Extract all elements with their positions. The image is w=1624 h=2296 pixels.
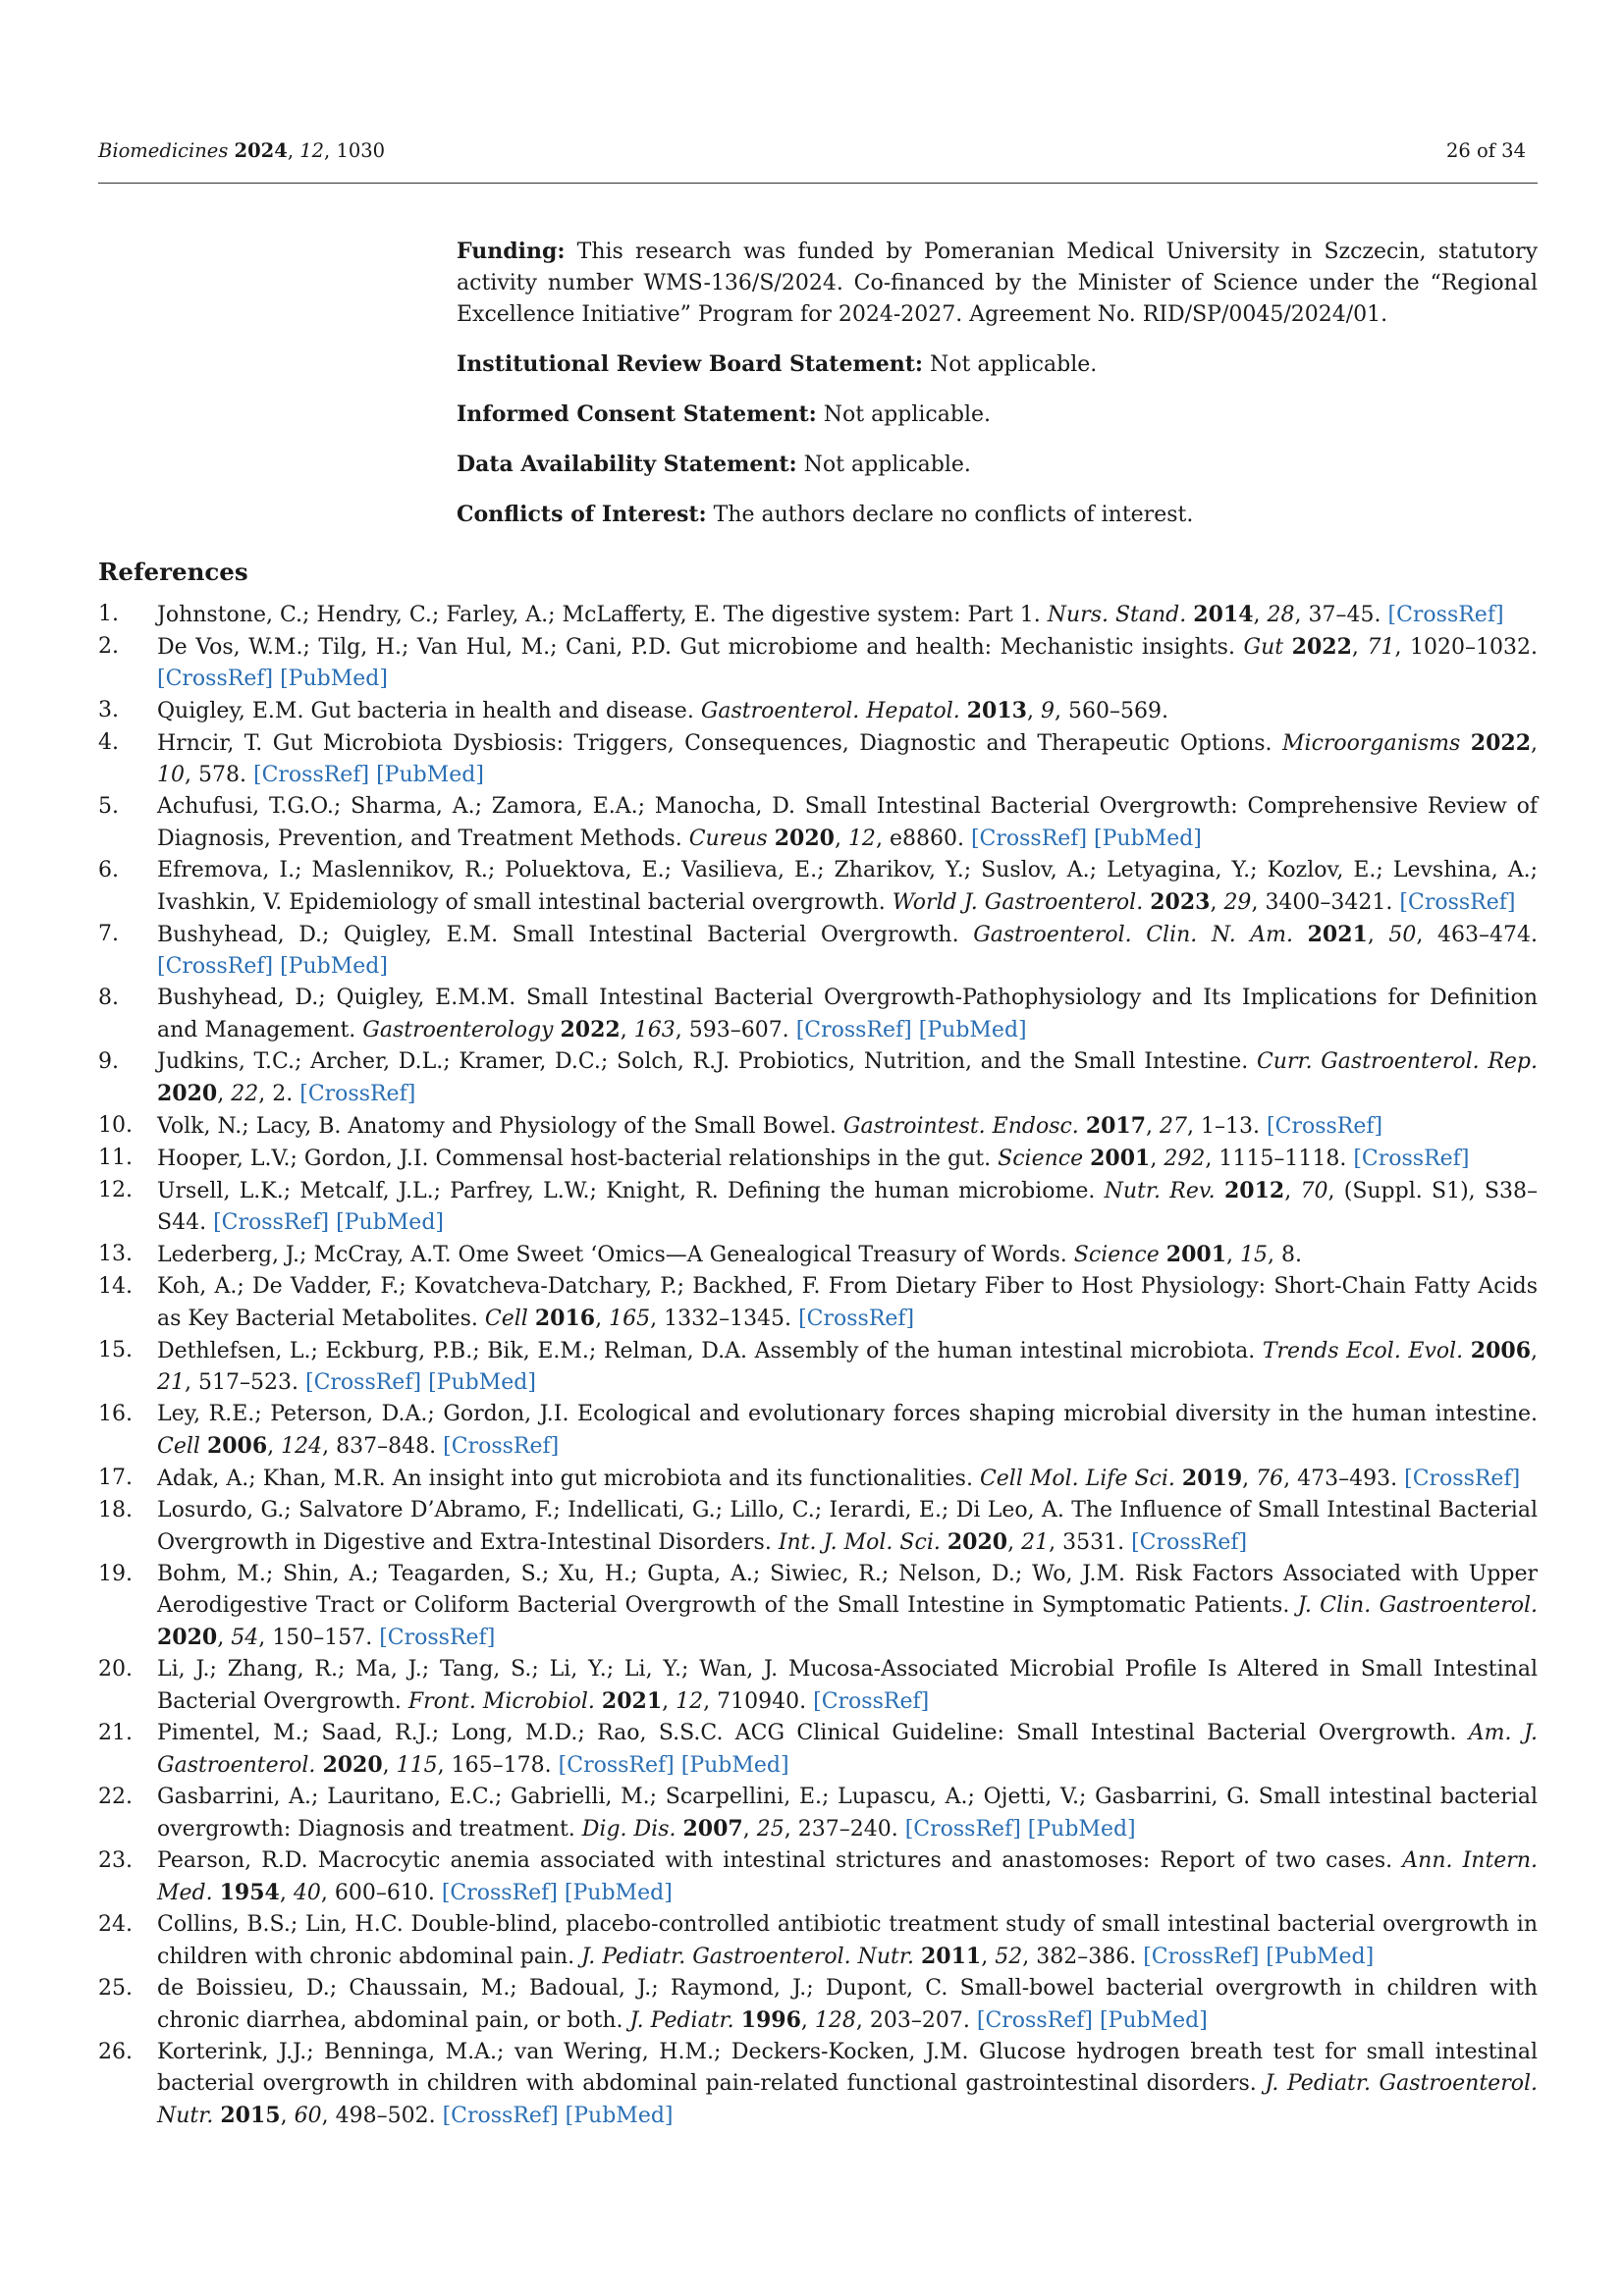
reference-year: 1996	[740, 2007, 801, 2033]
reference-number: 13.	[98, 1242, 133, 1266]
crossref-link[interactable]: [CrossRef]	[299, 1082, 416, 1106]
reference-year: 2013	[966, 698, 1027, 723]
reference-authors-title: Lederberg, J.; McCray, A.T. Ome Sweet ‘Omics—A Genealogical Treasury of Words.	[157, 1243, 1067, 1267]
reference-authors-title: Dethlefsen, L.; Eckburg, P.B.; Bik, E.M.; Relman, D.A. Assembly of the human intestinal microbiota.	[157, 1339, 1256, 1363]
reference-authors-title: De Vos, W.M.; Tilg, H.; Van Hul, M.; Cani, P.D. Gut microbiome and health: Mechanistic insights.	[157, 635, 1235, 660]
reference-authors-title: Johnstone, C.; Hendry, C.; Farley, A.; McLafferty, E. The digestive system: Part 1.	[157, 603, 1041, 627]
crossref-link[interactable]: [CrossRef]	[1387, 603, 1504, 627]
crossref-link[interactable]: [CrossRef]	[795, 1018, 912, 1042]
reference-number: 9.	[98, 1049, 119, 1074]
reference-year: 2015	[220, 2103, 281, 2128]
reference-journal: Cell Mol. Life Sci.	[979, 1467, 1175, 1491]
crossref-link[interactable]: [CrossRef]	[798, 1307, 915, 1331]
reference-authors-title: Hrncir, T. Gut Microbiota Dysbiosis: Triggers, Consequences, Diagnostic and Therapeutic Options.	[157, 731, 1272, 756]
reference-item: 17. Adak, A.; Khan, M.R. An insight into gut microbiota and its functionalities. Cell Mol. Life Sci. 2019, 76, 473–493. [CrossRef]	[98, 1463, 1538, 1495]
reference-year: 2021	[601, 1688, 663, 1714]
reference-item: 24. Collins, B.S.; Lin, H.C. Double-blind, placebo-controlled antibiotic treatment study of small intestinal bacterial overgrowth in children with chronic abdominal pain. J. Pediatr. Gastroenterol. Nutr. 2011, 52, 382–386. [CrossRef] [PubMed]	[98, 1909, 1538, 1973]
reference-number: 11.	[98, 1146, 133, 1170]
reference-pages: 517–523.	[198, 1370, 298, 1395]
header-rule	[98, 183, 1538, 184]
reference-volume: 21	[1021, 1530, 1050, 1555]
reference-pages: 837–848.	[336, 1434, 437, 1459]
reference-pages: 3400–3421.	[1265, 890, 1393, 915]
reference-journal: Nutr. Rev.	[1104, 1179, 1216, 1203]
reference-year: 2022	[1470, 730, 1531, 756]
reference-journal: Cell	[157, 1434, 200, 1459]
reference-pages: 8.	[1281, 1243, 1302, 1267]
pubmed-link[interactable]: [PubMed]	[1099, 2008, 1208, 2033]
reference-journal: Gastroenterol. Clin. N. Am.	[973, 923, 1294, 947]
reference-volume: 10	[157, 763, 185, 787]
reference-year: 2020	[947, 1529, 1008, 1555]
reference-volume: 29	[1223, 890, 1252, 915]
reference-authors-title: Bushyhead, D.; Quigley, E.M. Small Intestinal Bacterial Overgrowth.	[157, 923, 959, 947]
reference-number: 4.	[98, 730, 119, 755]
statement-item	[457, 348, 1538, 381]
reference-volume: 15	[1240, 1243, 1268, 1267]
reference-volume: 70	[1300, 1179, 1328, 1203]
reference-authors-title: Collins, B.S.; Lin, H.C. Double-blind, placebo-controlled antibiotic treatment study of small intestinal bacterial overgrowth in children with chronic abdominal pain.	[157, 1912, 1538, 1969]
reference-pages: 1020–1032.	[1410, 635, 1538, 660]
crossref-link[interactable]: [CrossRef]	[443, 1434, 560, 1459]
statement-text: Not applicable.	[930, 352, 1098, 377]
reference-volume: 9	[1040, 699, 1055, 723]
reference-item: 11. Hooper, L.V.; Gordon, J.I. Commensal host-bacterial relationships in the gut. Science 2001, 292, 1115–1118. [CrossRef]	[98, 1143, 1538, 1175]
reference-number: 16.	[98, 1402, 133, 1426]
reference-volume: 12	[676, 1689, 704, 1714]
statement-label: Informed Consent Statement:	[457, 401, 817, 427]
reference-item: 23. Pearson, R.D. Macrocytic anemia associated with intestinal strictures and anastomoses: Report of two cases. Ann. Intern. Med. 1954, 40, 600–610. [CrossRef] [PubMed]	[98, 1845, 1538, 1909]
reference-journal: Gut	[1243, 635, 1284, 660]
page-number: 26 of 34	[1446, 139, 1526, 162]
crossref-link[interactable]: [CrossRef]	[1267, 1114, 1383, 1139]
reference-item: 15. Dethlefsen, L.; Eckburg, P.B.; Bik, E.M.; Relman, D.A. Assembly of the human intestinal microbiota. Trends Ecol. Evol. 2006, 21, 517–523. [CrossRef] [PubMed]	[98, 1335, 1538, 1399]
reference-journal: Int. J. Mol. Sci.	[778, 1530, 941, 1555]
reference-number: 12.	[98, 1178, 133, 1202]
reference-volume: 124	[281, 1434, 323, 1459]
reference-pages: 237–240.	[797, 1817, 898, 1842]
reference-authors-title: Ley, R.E.; Peterson, D.A.; Gordon, J.I. Ecological and evolutionary forces shaping microbial diversity in the human intestine.	[157, 1402, 1538, 1426]
pubmed-link[interactable]: [PubMed]	[280, 667, 388, 691]
reference-number: 1.	[98, 602, 119, 626]
reference-journal: World J. Gastroenterol.	[892, 890, 1144, 915]
reference-volume: 54	[231, 1626, 259, 1650]
reference-pages: 165–178.	[451, 1753, 552, 1778]
pubmed-link[interactable]: [PubMed]	[1027, 1817, 1136, 1842]
statement-label: Institutional Review Board Statement:	[457, 351, 923, 377]
reference-volume: 28	[1267, 603, 1295, 627]
reference-item: 18. Losurdo, G.; Salvatore D’Abramo, F.; Indellicati, G.; Lillo, C.; Ierardi, E.; Di Leo, A. The Influence of Small Intestinal Bacterial Overgrowth in Digestive and Extra-Intestinal Disorders. Int. J. Mol. Sci. 2020, 21, 3531. [CrossRef]	[98, 1495, 1538, 1559]
reference-volume: 165	[609, 1307, 651, 1331]
reference-year: 2001	[1090, 1146, 1151, 1171]
journal-volume: 12	[299, 139, 325, 162]
reference-volume: 50	[1388, 923, 1417, 947]
statement-text: Not applicable.	[803, 453, 971, 477]
reference-item: 21. Pimentel, M.; Saad, R.J.; Long, M.D.; Rao, S.S.C. ACG Clinical Guideline: Small Intestinal Bacterial Overgrowth. Am. J. Gastroenterol. 2020, 115, 165–178. [CrossRef] [PubMed]	[98, 1718, 1538, 1782]
pubmed-link[interactable]: [PubMed]	[680, 1753, 789, 1778]
reference-year: 2006	[1470, 1338, 1532, 1363]
reference-volume: 21	[157, 1370, 185, 1395]
reference-year: 2020	[157, 1625, 218, 1650]
reference-item: 13. Lederberg, J.; McCray, A.T. Ome Sweet ‘Omics—A Genealogical Treasury of Words. Science 2001, 15, 8.	[98, 1239, 1538, 1271]
pubmed-link[interactable]: [PubMed]	[564, 1881, 673, 1905]
reference-year: 2006	[206, 1433, 268, 1459]
reference-item: 8. Bushyhead, D.; Quigley, E.M.M. Small Intestinal Bacterial Overgrowth-Pathophysiology and Its Implications for Definition and Management. Gastroenterology 2022, 163, 593–607. [CrossRef] [PubMed]	[98, 983, 1538, 1046]
reference-pages: 2.	[272, 1082, 294, 1106]
running-header	[98, 132, 1526, 171]
statement-item	[457, 449, 1538, 481]
reference-number: 22.	[98, 1785, 133, 1809]
reference-item: 22. Gasbarrini, A.; Lauritano, E.C.; Gabrielli, M.; Scarpellini, E.; Lupascu, A.; Ojetti, V.; Gasbarrini, G. Small intestinal bacterial overgrowth: Diagnosis and treatment. Dig. Dis. 2007, 25, 237–240. [CrossRef] [PubMed]	[98, 1782, 1538, 1845]
reference-number: 24.	[98, 1912, 133, 1937]
reference-journal: Cureus	[688, 827, 768, 851]
reference-journal: Curr. Gastroenterol. Rep.	[1256, 1049, 1538, 1074]
reference-pages: 382–386.	[1036, 1945, 1137, 1969]
reference-item: 4. Hrncir, T. Gut Microbiota Dysbiosis: Triggers, Consequences, Diagnostic and Therapeutic Options. Microorganisms 2022, 10, 578. [CrossRef] [PubMed]	[98, 727, 1538, 791]
reference-number: 5.	[98, 794, 119, 819]
pubmed-link[interactable]: [PubMed]	[280, 954, 388, 979]
reference-pages: 1115–1118.	[1218, 1147, 1347, 1171]
reference-number: 25.	[98, 1976, 133, 2001]
crossref-link[interactable]: [CrossRef]	[213, 1210, 330, 1235]
reference-number: 14.	[98, 1274, 133, 1299]
reference-pages: 560–569.	[1067, 699, 1168, 723]
reference-volume: 40	[293, 1881, 321, 1905]
reference-authors-title: Volk, N.; Lacy, B. Anatomy and Physiology of the Small Bowel.	[157, 1114, 837, 1139]
crossref-link[interactable]: [CrossRef]	[252, 763, 370, 787]
reference-item: 3. Quigley, E.M. Gut bacteria in health and disease. Gastroenterol. Hepatol. 2013, 9, 560–569.	[98, 695, 1538, 727]
reference-item: 2. De Vos, W.M.; Tilg, H.; Van Hul, M.; Cani, P.D. Gut microbiome and health: Mechanistic insights. Gut 2022, 71, 1020–1032. [CrossRef] [PubMed]	[98, 631, 1538, 695]
reference-year: 2023	[1150, 889, 1211, 915]
pubmed-link[interactable]: [PubMed]	[376, 763, 484, 787]
reference-year: 1954	[219, 1880, 280, 1905]
reference-pages: 593–607.	[688, 1018, 789, 1042]
reference-number: 2.	[98, 634, 119, 659]
reference-number: 23.	[98, 1848, 133, 1873]
reference-volume: 12	[847, 827, 876, 851]
reference-volume: 76	[1256, 1467, 1284, 1491]
reference-number: 3.	[98, 698, 119, 722]
reference-number: 19.	[98, 1562, 133, 1586]
reference-year: 2019	[1181, 1466, 1243, 1491]
crossref-link[interactable]: [CrossRef]	[1131, 1530, 1248, 1555]
statement-text: Not applicable.	[823, 402, 991, 427]
reference-journal: Science	[998, 1147, 1084, 1171]
crossref-link[interactable]: [CrossRef]	[157, 667, 274, 691]
reference-pages: (Suppl. S1), S38–S44.	[157, 1179, 1538, 1235]
reference-pages: 1332–1345.	[664, 1307, 792, 1331]
reference-number: 17.	[98, 1466, 133, 1490]
reference-journal: Am. J. Gastroenterol.	[157, 1721, 1538, 1778]
reference-number: 7.	[98, 922, 119, 946]
statement-item	[457, 499, 1538, 531]
crossref-link[interactable]: [CrossRef]	[1143, 1945, 1260, 1969]
reference-item: 6. Efremova, I.; Maslennikov, R.; Poluektova, E.; Vasilieva, E.; Zharikov, Y.; Suslov, A.; Letyagina, Y.; Kozlov, E.; Levshina, A.; Ivashkin, V. Epidemiology of small intestinal bacterial overgrowth. World J. Gastroenterol. 2023, 29, 3400–3421. [CrossRef]	[98, 855, 1538, 919]
statement-text: This research was funded by Pomeranian Medical University in Szczecin, statutory activity number WMS-136/S/2024. Co-financed by the Minister of Science under the “Regional Excellence Initiative” Program for 2024-2027. Agreement No. RID/SP/0045/2024/01.	[457, 240, 1538, 327]
reference-number: 21.	[98, 1721, 133, 1745]
reference-item: 26. Korterink, J.J.; Benninga, M.A.; van Wering, H.M.; Deckers-Kocken, J.M. Glucose hydrogen breath test for small intestinal bacterial overgrowth in children with abdominal pain-related functional gastrointestinal disorders. J. Pediatr. Gastroenterol. Nutr. 2015, 60, 498–502. [CrossRef] [PubMed]	[98, 2037, 1538, 2132]
reference-authors-title: Losurdo, G.; Salvatore D’Abramo, F.; Indellicati, G.; Lillo, C.; Ierardi, E.; Di Leo, A. The Influence of Small Intestinal Bacterial Overgrowth in Digestive and Extra-Intestinal Disorders.	[157, 1498, 1538, 1555]
pubmed-link[interactable]: [PubMed]	[1266, 1945, 1375, 1969]
reference-pages: 578.	[198, 763, 246, 787]
reference-journal: J. Pediatr. Gastroenterol. Nutr.	[157, 2071, 1538, 2128]
reference-number: 10.	[98, 1113, 133, 1138]
reference-authors-title: Achufusi, T.G.O.; Sharma, A.; Zamora, E.A.; Manocha, D. Small Intestinal Bacterial Overgrowth: Comprehensive Review of Diagnosis, Prevention, and Treatment Methods.	[157, 794, 1538, 851]
reference-journal: Gastroenterol. Hepatol.	[700, 699, 960, 723]
reference-year: 2007	[682, 1816, 743, 1842]
reference-item: 19. Bohm, M.; Shin, A.; Teagarden, S.; Xu, H.; Gupta, A.; Siwiec, R.; Nelson, D.; Wo, J.M. Risk Factors Associated with Upper Aerodigestive Tract or Coliform Bacterial Overgrowth of the Small Intestine in Symptomatic Patients. J. Clin. Gastroenterol. 2020, 54, 150–157. [CrossRef]	[98, 1559, 1538, 1654]
reference-item: 1. Johnstone, C.; Hendry, C.; Farley, A.; McLafferty, E. The digestive system: Part 1. Nurs. Stand. 2014, 28, 37–45. [CrossRef]	[98, 599, 1538, 631]
back-matter	[457, 236, 1538, 549]
reference-pages: 463–474.	[1437, 923, 1538, 947]
reference-pages: 498–502.	[335, 2104, 436, 2128]
reference-volume: 27	[1160, 1114, 1188, 1139]
reference-authors-title: Li, J.; Zhang, R.; Ma, J.; Tang, S.; Li, Y.; Li, Y.; Wan, J. Mucosa-Associated Microbial Profile Is Altered in Small Intestinal Bacterial Overgrowth.	[157, 1657, 1538, 1714]
reference-year: 2001	[1165, 1242, 1226, 1267]
reference-pages: e8860.	[889, 827, 964, 851]
reference-year: 2022	[560, 1017, 621, 1042]
reference-journal: Science	[1073, 1243, 1160, 1267]
reference-authors-title: Bohm, M.; Shin, A.; Teagarden, S.; Xu, H.; Gupta, A.; Siwiec, R.; Nelson, D.; Wo, J.M. Risk Factors Associated with Upper Aerodigestive Tract or Coliform Bacterial Overgrowth of the Small Intestine in Symptomatic Patients.	[157, 1562, 1538, 1618]
reference-authors-title: Bushyhead, D.; Quigley, E.M.M. Small Intestinal Bacterial Overgrowth-Pathophysiology and Its Implications for Definition and Management.	[157, 986, 1538, 1042]
reference-pages: 600–610.	[334, 1881, 435, 1905]
reference-year: 2012	[1223, 1178, 1285, 1203]
reference-authors-title: Hooper, L.V.; Gordon, J.I. Commensal host-bacterial relationships in the gut.	[157, 1147, 992, 1171]
reference-item: 7. Bushyhead, D.; Quigley, E.M. Small Intestinal Bacterial Overgrowth. Gastroenterol. Clin. N. Am. 2021, 50, 463–474. [CrossRef] [PubMed]	[98, 919, 1538, 983]
reference-journal: Trends Ecol. Evol.	[1262, 1339, 1464, 1363]
reference-list	[98, 599, 1538, 2132]
reference-authors-title: Efremova, I.; Maslennikov, R.; Poluektova, E.; Vasilieva, E.; Zharikov, Y.; Suslov, A.; Letyagina, Y.; Kozlov, E.; Levshina, A.; Ivashkin, V. Epidemiology of small intestinal bacterial overgrowth.	[157, 858, 1538, 915]
reference-authors-title: Adak, A.; Khan, M.R. An insight into gut microbiota and its functionalities.	[157, 1467, 973, 1491]
pubmed-link[interactable]: [PubMed]	[1094, 827, 1202, 851]
reference-number: 20.	[98, 1657, 133, 1682]
reference-number: 8.	[98, 986, 119, 1010]
crossref-link[interactable]: [CrossRef]	[442, 2104, 559, 2128]
reference-volume: 128	[814, 2008, 856, 2033]
pubmed-link[interactable]: [PubMed]	[565, 2104, 674, 2128]
reference-journal: Ann. Intern. Med.	[157, 1848, 1538, 1905]
reference-item: 14. Koh, A.; De Vadder, F.; Kovatcheva-Datchary, P.; Backhed, F. From Dietary Fiber to Host Physiology: Short-Chain Fatty Acids as Key Bacterial Metabolites. Cell 2016, 165, 1332–1345. [CrossRef]	[98, 1271, 1538, 1335]
journal-name: Biomedicines	[98, 139, 229, 162]
journal-year: 2024	[234, 139, 288, 162]
crossref-link[interactable]: [CrossRef]	[1353, 1147, 1470, 1171]
reference-volume: 25	[756, 1817, 785, 1842]
crossref-link[interactable]: [CrossRef]	[558, 1753, 675, 1778]
reference-journal: Gastrointest. Endosc.	[842, 1114, 1079, 1139]
journal-citation: Biomedicines 2024, 12, 1030	[98, 139, 386, 162]
crossref-link[interactable]: [CrossRef]	[970, 827, 1088, 851]
reference-authors-title: de Boissieu, D.; Chaussain, M.; Badoual, J.; Raymond, J.; Dupont, C. Small-bowel bacterial overgrowth in children with chronic diarrhea, abdominal pain, or both.	[157, 1976, 1538, 2033]
reference-pages: 3531.	[1062, 1530, 1125, 1555]
reference-item: 20. Li, J.; Zhang, R.; Ma, J.; Tang, S.; Li, Y.; Li, Y.; Wan, J. Mucosa-Associated Microbial Profile Is Altered in Small Intestinal Bacterial Overgrowth. Front. Microbiol. 2021, 12, 710940. [CrossRef]	[98, 1654, 1538, 1718]
reference-volume: 60	[294, 2104, 322, 2128]
statement-label: Conflicts of Interest:	[457, 502, 707, 527]
reference-journal: J. Pediatr. Gastroenterol. Nutr.	[581, 1945, 914, 1969]
crossref-link[interactable]: [CrossRef]	[304, 1370, 422, 1395]
reference-number: 18.	[98, 1498, 133, 1522]
crossref-link[interactable]: [CrossRef]	[1399, 890, 1516, 915]
reference-journal: J. Clin. Gastroenterol.	[1297, 1593, 1538, 1618]
reference-authors-title: Pearson, R.D. Macrocytic anemia associated with intestinal strictures and anastomoses: Report of two cases.	[157, 1848, 1393, 1873]
statement-item	[457, 236, 1538, 331]
reference-year: 2016	[534, 1306, 596, 1331]
reference-pages: 710940.	[717, 1689, 807, 1714]
reference-volume: 71	[1367, 635, 1395, 660]
reference-year: 2020	[774, 826, 835, 851]
reference-journal: Nurs. Stand.	[1047, 603, 1187, 627]
reference-volume: 292	[1164, 1147, 1206, 1171]
crossref-link[interactable]: [CrossRef]	[441, 1881, 558, 1905]
reference-pages: 37–45.	[1308, 603, 1381, 627]
reference-pages: 150–157.	[272, 1626, 373, 1650]
reference-year: 2017	[1085, 1113, 1147, 1139]
statement-label: Funding:	[457, 239, 566, 264]
reference-pages: 1–13.	[1201, 1114, 1261, 1139]
reference-number: 26.	[98, 2040, 133, 2064]
reference-journal: Front. Microbiol.	[407, 1689, 595, 1714]
reference-item: 9. Judkins, T.C.; Archer, D.L.; Kramer, D.C.; Solch, R.J. Probiotics, Nutrition, and the Small Intestine. Curr. Gastroenterol. Rep. 2020, 22, 2. [CrossRef]	[98, 1046, 1538, 1110]
crossref-link[interactable]: [CrossRef]	[976, 2008, 1093, 2033]
pubmed-link[interactable]: [PubMed]	[428, 1370, 536, 1395]
reference-number: 15.	[98, 1338, 133, 1362]
references-heading: References	[98, 558, 248, 586]
reference-authors-title: Pimentel, M.; Saad, R.J.; Long, M.D.; Rao, S.S.C. ACG Clinical Guideline: Small Intestinal Bacterial Overgrowth.	[157, 1721, 1457, 1745]
reference-volume: 22	[231, 1082, 259, 1106]
reference-number: 6.	[98, 858, 119, 882]
crossref-link[interactable]: [CrossRef]	[1404, 1467, 1521, 1491]
statement-label: Data Availability Statement:	[457, 452, 797, 477]
reference-year: 2021	[1307, 922, 1368, 947]
crossref-link[interactable]: [CrossRef]	[813, 1689, 930, 1714]
crossref-link[interactable]: [CrossRef]	[157, 954, 274, 979]
reference-pages: 473–493.	[1297, 1467, 1398, 1491]
reference-authors-title: Quigley, E.M. Gut bacteria in health and disease.	[157, 699, 694, 723]
reference-pages: 203–207.	[869, 2008, 970, 2033]
crossref-link[interactable]: [CrossRef]	[904, 1817, 1021, 1842]
reference-journal: Microorganisms	[1282, 731, 1461, 756]
reference-year: 2014	[1193, 602, 1254, 627]
article-number: 1030	[336, 139, 386, 162]
reference-journal: J. Pediatr.	[629, 2008, 734, 2033]
reference-item: 12. Ursell, L.K.; Metcalf, J.L.; Parfrey, L.W.; Knight, R. Defining the human microbiome. Nutr. Rev. 2012, 70, (Suppl. S1), S38–S44. [CrossRef] [PubMed]	[98, 1175, 1538, 1239]
reference-year: 2020	[322, 1752, 383, 1778]
reference-item: 16. Ley, R.E.; Peterson, D.A.; Gordon, J.I. Ecological and evolutionary forces shaping microbial diversity in the human intestine. Cell 2006, 124, 837–848. [CrossRef]	[98, 1399, 1538, 1463]
reference-volume: 115	[396, 1753, 438, 1778]
reference-journal: Cell	[484, 1307, 528, 1331]
reference-authors-title: Judkins, T.C.; Archer, D.L.; Kramer, D.C.; Solch, R.J. Probiotics, Nutrition, and the Small Intestine.	[157, 1049, 1249, 1074]
statement-item	[457, 399, 1538, 431]
reference-authors-title: Ursell, L.K.; Metcalf, J.L.; Parfrey, L.W.; Knight, R. Defining the human microbiome.	[157, 1179, 1096, 1203]
reference-item: 5. Achufusi, T.G.O.; Sharma, A.; Zamora, E.A.; Manocha, D. Small Intestinal Bacterial Overgrowth: Comprehensive Review of Diagnosis, Prevention, and Treatment Methods. Cureus 2020, 12, e8860. [CrossRef] [PubMed]	[98, 791, 1538, 855]
reference-item: 10. Volk, N.; Lacy, B. Anatomy and Physiology of the Small Bowel. Gastrointest. Endosc. 2017, 27, 1–13. [CrossRef]	[98, 1110, 1538, 1143]
reference-journal: Gastroenterology	[362, 1018, 554, 1042]
reference-item: 25. de Boissieu, D.; Chaussain, M.; Badoual, J.; Raymond, J.; Dupont, C. Small-bowel bacterial overgrowth in children with chronic diarrhea, abdominal pain, or both. J. Pediatr. 1996, 128, 203–207. [CrossRef] [PubMed]	[98, 1973, 1538, 2037]
pubmed-link[interactable]: [PubMed]	[336, 1210, 444, 1235]
crossref-link[interactable]: [CrossRef]	[379, 1626, 496, 1650]
reference-year: 2011	[921, 1944, 982, 1969]
reference-year: 2022	[1291, 634, 1352, 660]
reference-authors-title: Korterink, J.J.; Benninga, M.A.; van Wering, H.M.; Deckers-Kocken, J.M. Glucose hydrogen breath test for small intestinal bacterial overgrowth in children with abdominal pain-related functional gastrointestinal disorders.	[157, 2040, 1538, 2096]
reference-authors-title: Gasbarrini, A.; Lauritano, E.C.; Gabrielli, M.; Scarpellini, E.; Lupascu, A.; Ojetti, V.; Gasbarrini, G. Small intestinal bacterial overgrowth: Diagnosis and treatment.	[157, 1785, 1538, 1842]
reference-volume: 52	[995, 1945, 1023, 1969]
statement-text: The authors declare no conflicts of interest.	[713, 503, 1194, 527]
reference-year: 2020	[157, 1081, 218, 1106]
reference-journal: Dig. Dis.	[581, 1817, 677, 1842]
reference-volume: 163	[633, 1018, 676, 1042]
pubmed-link[interactable]: [PubMed]	[918, 1018, 1027, 1042]
reference-authors-title: Koh, A.; De Vadder, F.; Kovatcheva-Datchary, P.; Backhed, F. From Dietary Fiber to Host Physiology: Short-Chain Fatty Acids as Key Bacterial Metabolites.	[157, 1274, 1538, 1331]
